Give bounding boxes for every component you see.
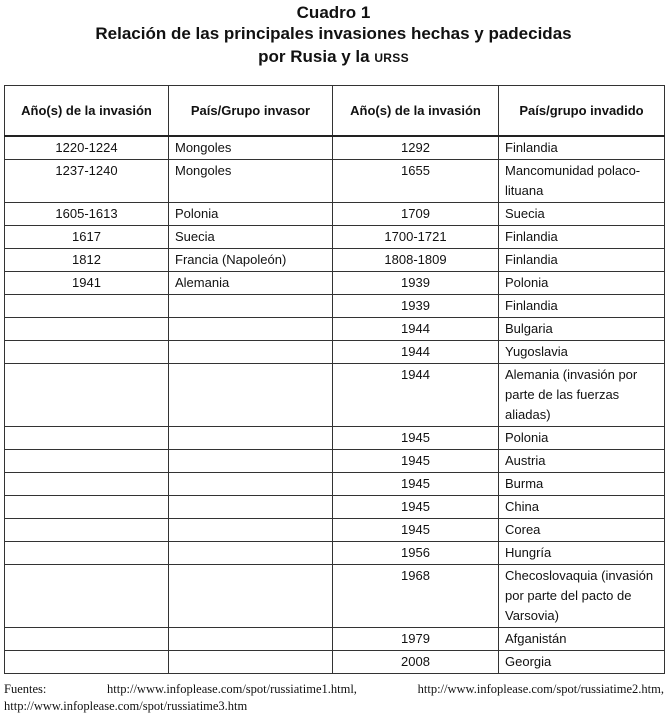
cell-invasion-years [5, 542, 169, 565]
cell-invader [169, 519, 333, 542]
table-row [5, 160, 665, 203]
cell-invasion-years [5, 318, 169, 341]
cell-invasion-years: 1944 [333, 364, 499, 427]
table-caption-line: Relación de las principales invasiones hechas y padecidas [95, 24, 572, 43]
cell-invasion-years: 1944 [333, 341, 499, 364]
cell-invaded: Polonia [499, 272, 665, 295]
cell-invader [169, 295, 333, 318]
cell-invasion-years: 1941 [5, 272, 169, 295]
invasions-table [4, 85, 665, 674]
cell-invasion-years [5, 519, 169, 542]
cell-invaded: Alemania (invasión por parte de las fuerzas aliadas) [499, 364, 665, 427]
cell-invasion-years: 1655 [333, 160, 499, 203]
cell-invaded: Finlandia [499, 249, 665, 272]
cell-invader [169, 651, 333, 674]
cell-invasion-years: 1237-1240 [5, 160, 169, 203]
cell-invasion-years: 1617 [5, 226, 169, 249]
column-header-invasion-years: Año(s) de la invasión [5, 86, 169, 137]
cell-invader [169, 318, 333, 341]
cell-invasion-years [5, 341, 169, 364]
cell-invasion-years: 1220-1224 [5, 136, 169, 160]
cell-invasion-years: 1939 [333, 272, 499, 295]
cell-invasion-years: 1945 [333, 450, 499, 473]
cell-invasion-years: 1945 [333, 427, 499, 450]
cell-invader [169, 341, 333, 364]
cell-invasion-years: 1979 [333, 628, 499, 651]
table-row [5, 496, 665, 519]
cell-invader [169, 628, 333, 651]
table-row [5, 651, 665, 674]
table-row [5, 565, 665, 628]
cell-invaded: Polonia [499, 427, 665, 450]
table-caption-abbreviation: URSS [374, 51, 409, 65]
table-caption-text: por Rusia y la [258, 47, 375, 66]
table-row [5, 519, 665, 542]
cell-invaded: Yugoslavia [499, 341, 665, 364]
cell-invasion-years: 1812 [5, 249, 169, 272]
cell-invader [169, 542, 333, 565]
cell-invasion-years: 1968 [333, 565, 499, 628]
cell-invasion-years [5, 364, 169, 427]
cell-invasion-years: 2008 [333, 651, 499, 674]
table-row [5, 272, 665, 295]
cell-invaded: Afganistán [499, 628, 665, 651]
cell-invaded: China [499, 496, 665, 519]
cell-invader: Alemania [169, 272, 333, 295]
cell-invaded: Corea [499, 519, 665, 542]
sources-note: Fuentes: http://www.infoplease.com/spot/russiatime1.html, http://www.infoplease.com/spot/russiatime2.htm, http://www.infoplease.com/spot/russiatime3.htm [4, 682, 664, 713]
table-row [5, 450, 665, 473]
cell-invasion-years: 1700-1721 [333, 226, 499, 249]
cell-invasion-years [5, 295, 169, 318]
cell-invasion-years [5, 450, 169, 473]
cell-invasion-years: 1944 [333, 318, 499, 341]
cell-invaded: Georgia [499, 651, 665, 674]
cell-invader: Mongoles [169, 160, 333, 203]
cell-invader [169, 450, 333, 473]
column-header-invader: País/Grupo invasor [169, 86, 333, 137]
cell-invader: Mongoles [169, 136, 333, 160]
cell-invasion-years: 1945 [333, 496, 499, 519]
cell-invaded: Mancomunidad polaco-lituana [499, 160, 665, 203]
cell-invaded: Bulgaria [499, 318, 665, 341]
cell-invasion-years [5, 496, 169, 519]
cell-invasion-years: 1945 [333, 473, 499, 496]
table-caption-number: Cuadro 1 [296, 3, 371, 22]
table-row [5, 364, 665, 427]
cell-invasion-years [5, 628, 169, 651]
cell-invader [169, 496, 333, 519]
cell-invasion-years: 1709 [333, 203, 499, 226]
cell-invasion-years [5, 427, 169, 450]
table-row [5, 295, 665, 318]
cell-invaded: Finlandia [499, 295, 665, 318]
cell-invasion-years [5, 473, 169, 496]
cell-invasion-years: 1605-1613 [5, 203, 169, 226]
cell-invasion-years: 1945 [333, 519, 499, 542]
cell-invaded: Suecia [499, 203, 665, 226]
cell-invasion-years: 1292 [333, 136, 499, 160]
cell-invaded: Checoslovaquia (invasión por parte del pacto de Varsovia) [499, 565, 665, 628]
cell-invader [169, 427, 333, 450]
cell-invaded: Finlandia [499, 136, 665, 160]
table-caption-line [0, 47, 667, 67]
column-header-invasion-years: Año(s) de la invasión [333, 86, 499, 137]
table-body [5, 136, 665, 674]
cell-invasion-years: 1808-1809 [333, 249, 499, 272]
cell-invaded: Hungría [499, 542, 665, 565]
table-row [5, 203, 665, 226]
table-row [5, 542, 665, 565]
table-row [5, 249, 665, 272]
cell-invasion-years [5, 565, 169, 628]
table-row [5, 341, 665, 364]
cell-invasion-years: 1956 [333, 542, 499, 565]
cell-invader: Polonia [169, 203, 333, 226]
cell-invasion-years [5, 651, 169, 674]
table-row [5, 473, 665, 496]
table-row [5, 136, 665, 160]
table-row [5, 318, 665, 341]
table-header-row [5, 86, 665, 137]
table-row [5, 628, 665, 651]
cell-invasion-years: 1939 [333, 295, 499, 318]
cell-invader: Suecia [169, 226, 333, 249]
cell-invader: Francia (Napoleón) [169, 249, 333, 272]
cell-invader [169, 473, 333, 496]
cell-invaded: Burma [499, 473, 665, 496]
table-row [5, 226, 665, 249]
cell-invader [169, 565, 333, 628]
cell-invaded: Finlandia [499, 226, 665, 249]
table-row [5, 427, 665, 450]
cell-invader [169, 364, 333, 427]
cell-invaded: Austria [499, 450, 665, 473]
column-header-invaded: País/grupo invadido [499, 86, 665, 137]
